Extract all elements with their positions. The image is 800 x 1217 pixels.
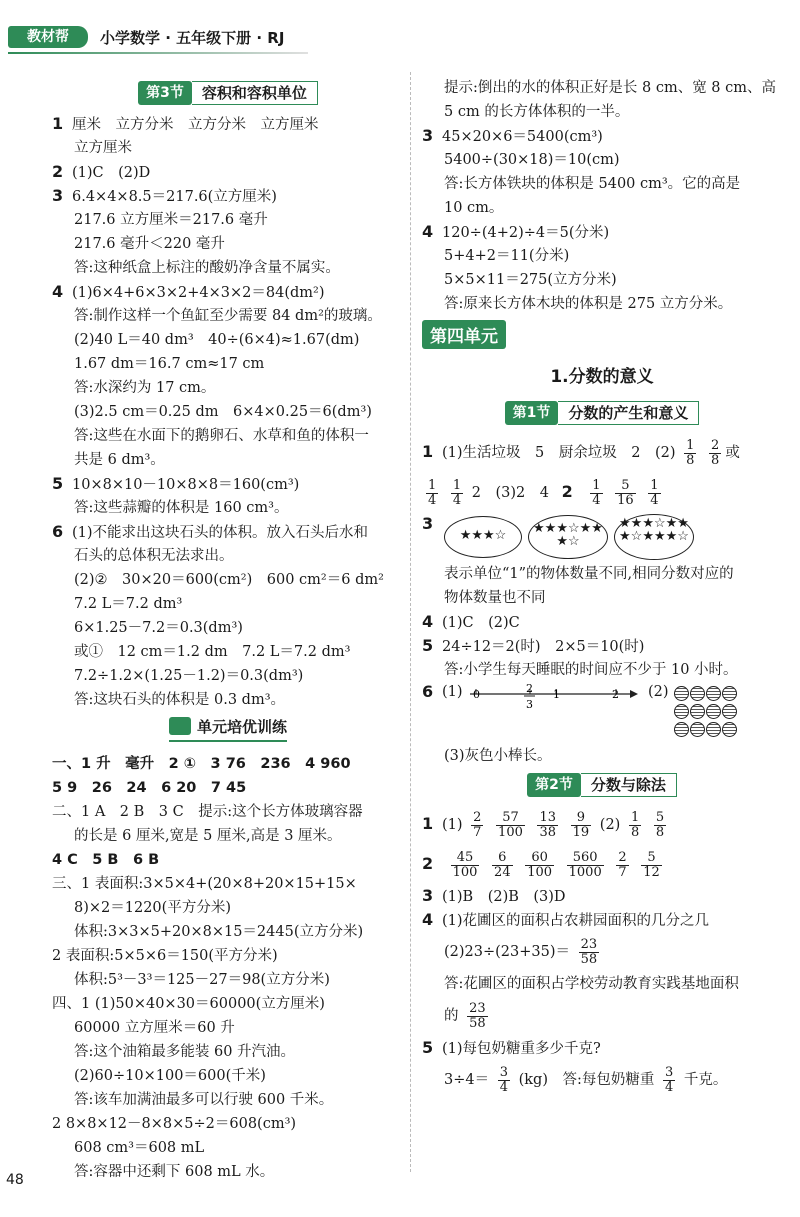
answer-text: (1)C (2)C [442, 615, 520, 631]
fraction: $\frac{5}{16}$ [617, 477, 634, 508]
answer-line [52, 472, 404, 496]
fraction: $\frac{1}{8}$ [630, 809, 640, 840]
fraction: $\frac{9}{19}$ [572, 809, 590, 840]
section-heading-3 [52, 76, 404, 112]
answer-text: 答:原来长方体木块的体积是 275 立方分米。 [444, 296, 733, 312]
answer-text: 1.67 dm＝16.7 cm≈17 cm [74, 356, 265, 372]
answer-text: (2)60÷10×100＝600(千米) [74, 1068, 266, 1084]
answer-text: (2)23÷(23+35)＝ [444, 944, 571, 960]
fraction: $\frac{3}{4}$ [665, 1064, 674, 1095]
answer-text: (2)40 L＝40 dm³ 40÷(6×4)≈1.67(dm) [74, 332, 360, 348]
answer-line [52, 280, 404, 304]
fraction: $\frac{1}{4}$ [452, 477, 462, 508]
section-badge: 第3节 [138, 81, 192, 105]
answer-line [52, 1112, 404, 1136]
answer-line [422, 292, 782, 316]
answer-line [422, 196, 782, 220]
question-number: 3 [422, 514, 434, 533]
section-badge: 第2节 [527, 773, 581, 797]
page-header [0, 0, 800, 60]
dot-icon [690, 722, 705, 737]
answer-line [52, 1088, 404, 1112]
answer-text: 答:该车加满油最多可以行驶 600 千米。 [74, 1092, 334, 1108]
question-number: 5 [422, 1038, 434, 1057]
answer-line [422, 124, 782, 148]
answer-line [52, 824, 404, 848]
answer-text: (1)生活垃圾 5 厨余垃圾 2 (2) [442, 445, 676, 461]
fraction: $\frac{23}{58}$ [469, 1000, 486, 1031]
answer-text: 二、1 A 2 B 3 C 提示:这个长方体玻璃容器 [52, 804, 363, 820]
answer-text: (3)灰色小棒长。 [444, 748, 552, 764]
answer-text: 6×1.25－7.2＝0.3(dm³) [74, 620, 243, 636]
question-number: 3 [52, 186, 64, 205]
answer-text: 答:这种纸盒上标注的酸奶净含量不属实。 [74, 260, 340, 276]
answer-text: 答:长方体铁块的体积是 5400 cm³。它的高是 [444, 176, 741, 192]
question-number: 4 [422, 910, 434, 929]
answer-line [52, 544, 404, 568]
answer-line [422, 634, 782, 658]
answer-text: (1)花圃区的面积占农耕园面积的几分之几 [442, 913, 710, 929]
answer-line [52, 920, 404, 944]
answer-text: 45×20×6＝5400(cm³) [442, 129, 603, 145]
answer-line [52, 568, 404, 592]
section-title: 容积和容积单位 [192, 81, 318, 105]
answer-text: 四、1 (1)50×40×30＝60000(立方厘米) [52, 996, 325, 1012]
fraction: $\frac{2}{7}$ [618, 849, 627, 880]
answer-line [422, 100, 782, 124]
dot-icon [722, 704, 737, 719]
answer-line [52, 328, 404, 352]
answer-text: 的长是 6 厘米,宽是 5 厘米,高是 3 厘米。 [74, 828, 342, 844]
book-title: 小学数学 · 五年级下册 · RJ [100, 29, 285, 47]
answer-line [422, 996, 782, 1036]
dot-icon [722, 686, 737, 701]
star-group-ellipse: ★★★☆★★★☆★★★☆ [614, 514, 694, 560]
answer-text: (1)不能求出这块石头的体积。放入石头后水和 [72, 525, 369, 541]
answer-text: 7.2 L＝7.2 dm³ [74, 596, 183, 612]
dot-icon [674, 686, 689, 701]
question-number: 6 [52, 522, 64, 541]
answer-text: 24÷12＝2(时) 2×5＝10(时) [442, 639, 645, 655]
answer-text: 7.2÷1.2×(1.25－1.2)＝0.3(dm³) [74, 668, 304, 684]
answer-line [52, 800, 404, 824]
section-title: 分数的产生和意义 [558, 401, 699, 425]
answer-line [52, 872, 404, 896]
answer-line [52, 256, 404, 280]
section-title: 分数与除法 [581, 773, 677, 797]
answer-text: 答:小学生每天睡眠的时间应不少于 10 小时。 [444, 662, 738, 678]
star-group-ellipse: ★★★☆ [444, 516, 522, 558]
answer-text: 8)×2＝1220(平方分米) [74, 900, 231, 916]
answer-text: 5 cm 的长方体体积的一半。 [444, 104, 630, 120]
answer-text: (2)② 30×20＝600(cm²) 600 cm²＝6 dm² [74, 572, 384, 588]
answer-text: (2) [599, 817, 621, 833]
answer-text: 共是 6 dm³。 [74, 452, 165, 468]
answer-text: 立方厘米 [74, 140, 132, 156]
answer-text: 217.6 毫升＜220 毫升 [74, 236, 225, 252]
section-heading-2 [422, 768, 782, 804]
answer-text: 2 表面积:5×5×6＝150(平方分米) [52, 948, 278, 964]
answer-line [52, 592, 404, 616]
answer-line [422, 586, 782, 610]
answer-line [52, 776, 404, 800]
answer-text: 217.6 立方厘米＝217.6 毫升 [74, 212, 268, 228]
column-divider [410, 72, 411, 1172]
answer-line [52, 424, 404, 448]
answer-text: (1)6×4+6×3×2+4×3×2＝84(dm²) [72, 285, 325, 301]
tick-label: 2 [612, 688, 619, 701]
answer-text: 提示:倒出的水的体积正好是长 8 cm、宽 8 cm、高 [444, 80, 777, 96]
page-number: 48 [6, 1172, 24, 1188]
question-number: 2 [52, 162, 64, 181]
left-column [52, 76, 404, 1184]
answer-line [422, 908, 782, 932]
answer-line [52, 208, 404, 232]
answer-text: 表示单位“1”的物体数量不同,相同分数对应的 [444, 566, 734, 582]
answer-line [52, 1064, 404, 1088]
lesson-title: 1.分数的意义 [550, 367, 654, 387]
dot-icon [722, 722, 737, 737]
answer-line [52, 520, 404, 544]
answer-line [52, 1016, 404, 1040]
answer-line [422, 172, 782, 196]
answer-text: 体积:5³－3³＝125－27＝98(立方分米) [74, 972, 330, 988]
answer-text: 5+4+2＝11(分米) [444, 248, 570, 264]
answer-text: 的 [444, 1008, 459, 1024]
question-number: 1 [422, 442, 434, 461]
answer-line [52, 184, 404, 208]
tick-label: 2 [526, 682, 533, 695]
star-groups-row [422, 512, 782, 562]
answer-line [52, 448, 404, 472]
answer-line [52, 896, 404, 920]
answer-text: 三、1 表面积:3×5×4+(20×8+20×15+15× [52, 876, 357, 892]
answer-text: (1) [442, 684, 463, 700]
star-group-ellipse: ★★★☆★★★☆ [528, 515, 608, 559]
fraction: $\frac{5}{8}$ [655, 809, 665, 840]
answer-line [422, 472, 782, 512]
answer-line [422, 432, 782, 472]
fraction: $\frac{1}{4}$ [592, 477, 601, 508]
question-number: 1 [52, 114, 64, 133]
question-number: 2 [561, 482, 573, 501]
dot-icon [706, 722, 721, 737]
number-line-row [422, 682, 782, 744]
answer-line [52, 848, 404, 872]
answer-text: 6.4×4×8.5＝217.6(立方厘米) [72, 189, 277, 205]
answer-text: 石头的总体积无法求出。 [74, 548, 234, 564]
question-number: 5 [52, 474, 64, 493]
answer-text: (2) [648, 684, 669, 700]
answer-line [422, 972, 782, 996]
answer-text: 答:这些在水面下的鹅卵石、水草和鱼的体积一 [74, 428, 369, 444]
question-number: 5 [422, 636, 434, 655]
answer-text: 答:这块石头的体积是 0.3 dm³。 [74, 692, 286, 708]
answer-text: 5400÷(30×18)＝10(cm) [444, 152, 620, 168]
unit-badge: 第四单元 [422, 320, 506, 349]
unit-heading [422, 316, 782, 358]
answer-text: 体积:3×3×5+20×8×15＝2445(立方分米) [74, 924, 364, 940]
tick-label: 3 [526, 698, 533, 711]
tick-label: 0 [473, 688, 480, 701]
answer-text: 或① 12 cm＝1.2 dm 7.2 L＝7.2 dm³ [74, 644, 351, 660]
answer-line [52, 112, 404, 136]
brand-badge: 教材帮 [8, 26, 88, 48]
tick-label: 1 [553, 688, 560, 701]
answer-text: 答:制作这样一个鱼缸至少需要 84 dm²的玻璃。 [74, 308, 382, 324]
answer-line [422, 884, 782, 908]
answer-text: 2 (3)2 4 [471, 485, 549, 501]
right-column [422, 76, 782, 1100]
answer-line [422, 76, 782, 100]
fraction: $\frac{13}{38}$ [539, 809, 557, 840]
header-rule [8, 52, 308, 54]
answer-line [52, 304, 404, 328]
arrow-head-icon [630, 690, 638, 698]
answer-text: 答:水深约为 17 cm。 [74, 380, 216, 396]
answer-text: 厘米 立方分米 立方分米 立方厘米 [72, 117, 319, 133]
answer-text: (kg) 答:每包奶糖重 [518, 1072, 655, 1088]
answer-line [52, 1160, 404, 1184]
answer-text: (1)每包奶糖重多少千克? [442, 1041, 601, 1057]
fraction: $\frac{45}{100}$ [452, 849, 478, 880]
question-number: 3 [422, 886, 434, 905]
answer-text: 答:花圃区的面积占学校劳动教育实践基地面积 [444, 976, 739, 992]
answer-line [52, 944, 404, 968]
unit-training-heading [52, 712, 404, 752]
answer-line [422, 562, 782, 586]
dot-icon [706, 686, 721, 701]
answer-line [422, 268, 782, 292]
answer-line [52, 640, 404, 664]
answer-text: 答:这个油箱最多能装 60 升汽油。 [74, 1044, 296, 1060]
fraction: $\frac{1}{4}$ [428, 477, 437, 508]
answer-line [52, 1040, 404, 1064]
fraction: $\frac{23}{58}$ [580, 936, 598, 967]
dot-icon [690, 686, 705, 701]
dot-grid [674, 686, 738, 737]
question-number: 3 [422, 126, 434, 145]
question-number: 4 [422, 612, 434, 631]
answer-text: 3÷4＝ [444, 1072, 490, 1088]
answer-line [422, 1036, 782, 1060]
answer-line [52, 352, 404, 376]
answer-line [52, 616, 404, 640]
question-number: 1 [422, 814, 434, 833]
answer-line [52, 968, 404, 992]
question-number: 6 [422, 682, 434, 701]
answer-text: 10 cm。 [444, 200, 504, 216]
answer-line [422, 148, 782, 172]
answer-text: (3)2.5 cm＝0.25 dm 6×4×0.25＝6(dm³) [74, 404, 372, 420]
question-number: 2 [422, 854, 434, 873]
answer-line [52, 752, 404, 776]
answer-text: (1)B (2)B (3)D [442, 889, 566, 905]
answer-line [52, 496, 404, 520]
fraction: $\frac{3}{4}$ [499, 1064, 508, 1095]
answer-text: 5 9 26 24 6 20 7 45 [52, 780, 247, 796]
answer-text: (1)C (2)D [72, 165, 151, 181]
fraction: $\frac{560}{1000}$ [568, 849, 602, 880]
fraction: $\frac{6}{24}$ [494, 849, 511, 880]
dot-icon [706, 704, 721, 719]
answer-line [52, 664, 404, 688]
answer-text: (1) [442, 817, 463, 833]
dot-icon [674, 722, 689, 737]
answer-text: 608 cm³＝608 mL [74, 1140, 205, 1156]
answer-line [422, 610, 782, 634]
answer-text: 千克。 [683, 1072, 728, 1088]
fraction: $\frac{57}{100}$ [498, 809, 523, 840]
answer-line [52, 232, 404, 256]
question-number: 4 [52, 282, 64, 301]
answer-text: 物体数量也不同 [444, 590, 546, 606]
dot-icon [690, 704, 705, 719]
answer-line [422, 658, 782, 682]
dot-icon [674, 704, 689, 719]
fraction: $\frac{2}{7}$ [473, 809, 482, 840]
answer-line [422, 744, 782, 768]
chart-icon [169, 717, 191, 735]
answer-line [422, 244, 782, 268]
answer-line [52, 136, 404, 160]
answer-text: 或 [725, 445, 740, 461]
answer-text: 2 8×8×12－8×8×5÷2＝608(cm³) [52, 1116, 297, 1132]
answer-line [52, 376, 404, 400]
answer-line [52, 400, 404, 424]
answer-text: 10×8×10－10×8×8＝160(cm³) [72, 477, 300, 493]
unit-training-title: 单元培优训练 [196, 717, 287, 736]
fraction: $\frac{60}{100}$ [527, 849, 553, 880]
fraction: $\frac{1}{4}$ [650, 477, 659, 508]
answer-text: 4 C 5 B 6 B [52, 852, 160, 868]
answer-text: 60000 立方厘米＝60 升 [74, 1020, 235, 1036]
answer-line [422, 1060, 782, 1100]
answer-text: 答:这些蒜瓣的体积是 160 cm³。 [74, 500, 289, 516]
answer-line [422, 804, 782, 844]
question-number: 4 [422, 222, 434, 241]
answer-text: 答:容器中还剩下 608 mL 水。 [74, 1164, 275, 1180]
answer-text: 一、1 升 毫升 2 ① 3 76 236 4 960 [52, 756, 351, 772]
fraction: $\frac{1}{8}$ [686, 437, 695, 468]
answer-line [52, 992, 404, 1016]
answer-line [52, 160, 404, 184]
fraction: $\frac{2}{8}$ [711, 437, 720, 468]
answer-line [52, 688, 404, 712]
answer-line [52, 1136, 404, 1160]
answer-line [422, 844, 782, 884]
fraction: $\frac{5}{12}$ [643, 849, 660, 880]
answer-text: 120÷(4+2)÷4＝5(分米) [442, 225, 610, 241]
answer-text: 5×5×11＝275(立方分米) [444, 272, 617, 288]
answer-line [422, 220, 782, 244]
section-badge: 第1节 [505, 401, 559, 425]
section-heading-1 [422, 396, 782, 432]
number-line [466, 682, 638, 722]
answer-line [422, 932, 782, 972]
